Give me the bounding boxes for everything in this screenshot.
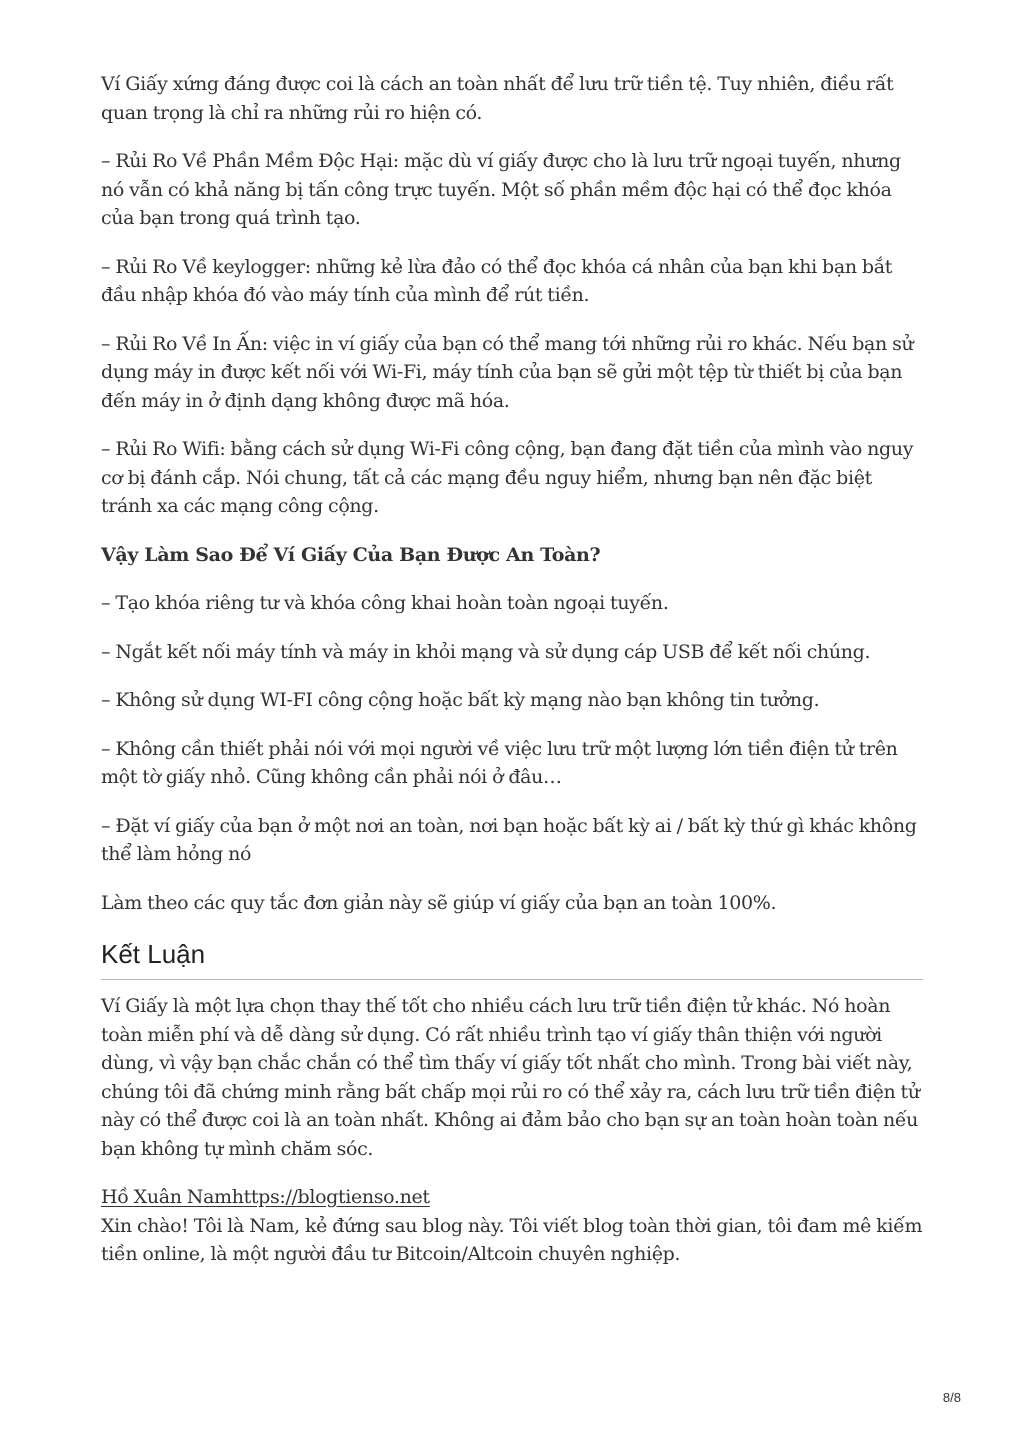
risk-printing-paragraph: – Rủi Ro Về In Ấn: việc in ví giấy của bạn có thể mang tới những rủi ro khác. Nếu bạn sử dụng máy in được kết nối với Wi-Fi, máy tính của bạn sẽ gửi một tệp từ thiết bị của bạn đến máy in ở định dạng không được mã hóa.: [101, 332, 914, 412]
safety-tip-discretion: – Không cần thiết phải nói với mọi người về việc lưu trữ một lượng lớn tiền điện tử trên một tờ giấy nhỏ. Cũng không cần phải nói ở đâu…: [101, 737, 898, 788]
risk-wifi-paragraph: – Rủi Ro Wifi: bằng cách sử dụng Wi-Fi công cộng, bạn đang đặt tiền của mình vào nguy cơ bị đánh cắp. Nói chung, tất cả các mạng đều nguy hiểm, nhưng bạn nên đặc biệt tránh xa các mạng công cộng.: [101, 438, 914, 517]
risk-malware-paragraph: – Rủi Ro Về Phần Mềm Độc Hại: mặc dù ví giấy được cho là lưu trữ ngoại tuyến, nhưng nó vẫn có khả năng bị tấn công trực tuyến. Một số phần mềm độc hại có thể đọc khóa của bạn trong quá trình tạo.: [101, 150, 901, 229]
conclusion-heading: Kết Luận: [101, 937, 923, 980]
author-bio: Xin chào! Tôi là Nam, kẻ đứng sau blog này. Tôi viết blog toàn thời gian, tôi đam mê kiếm tiền online, là một người đầu tư Bitcoin/Altcoin chuyên nghiệp.: [101, 1214, 923, 1265]
safety-heading: Vậy Làm Sao Để Ví Giấy Của Bạn Được An Toàn?: [101, 543, 601, 566]
safety-tip-offline-keys: – Tạo khóa riêng tư và khóa công khai hoàn toàn ngoại tuyến.: [101, 592, 669, 614]
closing-rule-paragraph: Làm theo các quy tắc đơn giản này sẽ giúp ví giấy của bạn an toàn 100%.: [101, 891, 777, 914]
safety-tip-disconnect: – Ngắt kết nối máy tính và máy in khỏi mạng và sử dụng cáp USB để kết nối chúng.: [101, 640, 871, 663]
author-link[interactable]: Hồ Xuân Namhttps://blogtienso.net: [101, 1186, 430, 1208]
safety-tip-no-public-wifi: – Không sử dụng WI-FI công cộng hoặc bất kỳ mạng nào bạn không tin tưởng.: [101, 689, 820, 711]
intro-paragraph: Ví Giấy xứng đáng được coi là cách an toàn nhất để lưu trữ tiền tệ. Tuy nhiên, điều rất quan trọng là chỉ ra những rủi ro hiện có.: [101, 73, 894, 124]
author-box: [101, 1183, 923, 1269]
article-body: [101, 70, 923, 1269]
conclusion-paragraph: Ví Giấy là một lựa chọn thay thế tốt cho nhiều cách lưu trữ tiền điện tử khác. Nó hoàn toàn miễn phí và dễ dàng sử dụng. Có rất nhiều trình tạo ví giấy thân thiện với người dùng, vì vậy bạn chắc chắn có thể tìm thấy ví giấy tốt nhất cho mình. Trong bài viết này, chúng tôi đã chứng minh rằng bất chấp mọi rủi ro có thể xảy ra, cách lưu trữ tiền điện tử này có thể được coi là an toàn nhất. Không ai đảm bảo cho bạn sự an toàn hoàn toàn nếu bạn không tự mình chăm sóc.: [101, 995, 920, 1160]
page-number: 8/8: [942, 1390, 961, 1405]
safety-tip-storage: – Đặt ví giấy của bạn ở một nơi an toàn, nơi bạn hoặc bất kỳ ai / bất kỳ thứ gì khác không thể làm hỏng nó: [101, 814, 917, 865]
risk-keylogger-paragraph: – Rủi Ro Về keylogger: những kẻ lừa đảo có thể đọc khóa cá nhân của bạn khi bạn bắt đầu nhập khóa đó vào máy tính của mình để rút tiền.: [101, 255, 892, 306]
